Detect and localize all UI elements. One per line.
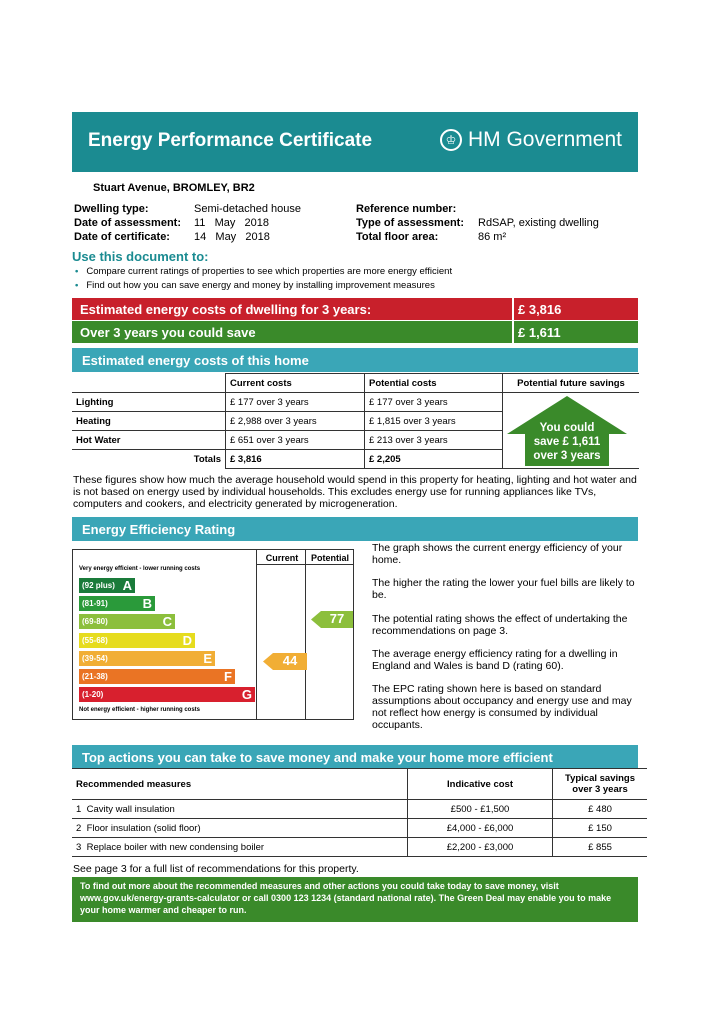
detail-label: Date of certificate: <box>74 231 170 243</box>
band-letter: G <box>241 687 252 703</box>
measure-name: Floor insulation (solid floor) <box>86 822 201 834</box>
measure-name: Cavity wall insulation <box>86 803 175 815</box>
detail-value: RdSAP, existing dwelling <box>478 217 599 229</box>
detail-label: Total floor area: <box>356 231 439 243</box>
potential-rating-value: 77 <box>329 611 345 626</box>
cost-bar-label: Estimated energy costs of dwelling for 3 years: <box>80 302 372 317</box>
rating-paragraph: The higher the rating the lower your fuel bills are likely to be. <box>372 577 635 601</box>
band-range: (81-91) <box>82 599 108 609</box>
current-col-header: Current <box>265 553 299 563</box>
savings-line: You could <box>539 422 595 434</box>
table-row <box>72 819 647 838</box>
detail-value: Semi-detached house <box>194 203 302 215</box>
hm-government-logo <box>440 128 622 152</box>
typical-saving: £ 855 <box>553 838 648 857</box>
col-header: Current costs <box>226 374 365 393</box>
use-bullet <box>75 280 435 291</box>
col-header: Typical savings over 3 years <box>553 769 648 800</box>
col-header: Potential future savings <box>503 374 640 393</box>
rating-band-g <box>79 687 255 702</box>
table-row <box>72 838 647 857</box>
bottom-note: Not energy efficient - higher running costs <box>79 707 201 713</box>
government-label: HM Government <box>467 128 622 151</box>
rating-band-f <box>79 669 235 684</box>
section-title: Energy Efficiency Rating <box>82 522 236 537</box>
detail-value: 14 May 2018 <box>194 231 270 243</box>
use-bullet <box>75 266 452 277</box>
rating-chart <box>72 549 354 720</box>
savings-line: over 3 years <box>533 450 601 462</box>
detail-label: Date of assessment: <box>74 217 181 229</box>
crest-icon: ♔ <box>440 129 462 151</box>
current-rating-value: 44 <box>282 653 298 668</box>
measure-cell <box>72 800 408 819</box>
band-letter: E <box>203 650 212 666</box>
band-range: (92 plus) <box>82 581 115 590</box>
row-label: Hot Water <box>72 431 226 450</box>
band-letter: C <box>162 614 172 630</box>
band-range: (21-38) <box>82 672 108 681</box>
band-letter: A <box>122 578 132 593</box>
typical-saving: £ 150 <box>553 819 648 838</box>
detail-value: 86 m² <box>478 231 507 243</box>
rating-section-header <box>72 517 638 541</box>
row-label: Lighting <box>72 393 226 412</box>
details-right <box>356 203 599 245</box>
current-cost: £ 651 over 3 years <box>226 431 365 450</box>
rating-band-d <box>79 633 195 648</box>
bullet-icon: • <box>75 280 79 291</box>
rating-band-a <box>79 578 135 593</box>
measure-cell <box>72 838 408 857</box>
rating-band-b <box>79 596 155 611</box>
actions-table <box>72 768 647 857</box>
potential-col-header: Potential <box>310 553 349 563</box>
current-cost: £ 2,988 over 3 years <box>226 412 365 431</box>
rating-band-e <box>79 651 215 666</box>
page-title: Energy Performance Certificate <box>88 130 373 151</box>
section-title: Top actions you can take to save money and make your home more efficient <box>82 750 553 765</box>
typical-saving: £ 480 <box>553 800 648 819</box>
band-range: (39-54) <box>82 653 108 663</box>
potential-cost: £ 213 over 3 years <box>365 431 503 450</box>
costs-section-header <box>72 348 638 372</box>
potential-cost: £ 177 over 3 years <box>365 393 503 412</box>
use-document-title: Use this document to: <box>72 249 209 264</box>
table-row <box>72 800 647 819</box>
band-range: (69-80) <box>82 617 108 627</box>
indicative-cost: £2,200 - £3,000 <box>408 838 553 857</box>
savings-line: save £ 1,611 <box>533 436 601 448</box>
cost-bar-value: £ 3,816 <box>518 302 562 317</box>
rating-paragraph: The EPC rating shown here is based on standard assumptions about occupancy and energy use and may not reflect how energy is consumed by individual occupants. <box>372 683 632 731</box>
section-title: Estimated energy costs of this home <box>82 353 309 368</box>
measure-number: 3 <box>76 841 82 853</box>
rating-paragraph: The potential rating shows the effect of undertaking the recommendations on page 3. <box>372 613 628 637</box>
details-left <box>74 203 301 245</box>
savings-bar <box>72 321 638 343</box>
total-potential: £ 2,205 <box>365 450 503 469</box>
certificate-header <box>72 112 638 172</box>
save-bar-value: £ 1,611 <box>518 325 561 340</box>
property-address: Stuart Avenue, BROMLEY, BR2 <box>93 182 255 194</box>
band-range: (55-68) <box>82 635 108 645</box>
measure-number: 1 <box>76 803 82 815</box>
bullet-text: Find out how you can save energy and money by installing improvement measures <box>86 280 435 291</box>
potential-cost: £ 1,815 over 3 years <box>365 412 503 431</box>
col-header: Recommended measures <box>72 769 408 800</box>
footer-info: To find out more about the recommended measures and other actions you could take today to save money, visit www.gov.uk/energy-grants-calculator or call 0300 123 1234 (standard national rate). The Green Deal may enable you to make your home warmer and cheaper to run. <box>72 877 638 922</box>
measure-name: Replace boiler with new condensing boiler <box>86 841 265 853</box>
measure-cell <box>72 819 408 838</box>
detail-label: Reference number: <box>356 203 457 215</box>
totals-label: Totals <box>72 450 226 469</box>
detail-label: Dwelling type: <box>74 203 149 215</box>
bullet-text: Compare current ratings of properties to see which properties are more energy efficient <box>86 266 453 277</box>
bullet-icon: • <box>75 266 79 277</box>
col-header: Potential costs <box>365 374 503 393</box>
top-note: Very energy efficient - lower running costs <box>79 566 201 572</box>
save-bar-label: Over 3 years you could save <box>80 325 256 340</box>
rating-paragraph: The graph shows the current energy efficiency of your home. <box>372 542 623 566</box>
band-letter: F <box>224 669 232 684</box>
indicative-cost: £4,000 - £6,000 <box>408 819 553 838</box>
current-cost: £ 177 over 3 years <box>226 393 365 412</box>
indicative-cost: £500 - £1,500 <box>408 800 553 819</box>
measure-number: 2 <box>76 822 82 834</box>
col-header: Indicative cost <box>408 769 553 800</box>
see-page-note: See page 3 for a full list of recommendations for this property. <box>73 863 359 875</box>
row-label: Heating <box>72 412 226 431</box>
band-range: (1-20) <box>82 690 104 700</box>
total-current: £ 3,816 <box>226 450 365 469</box>
savings-arrow-text <box>505 421 629 463</box>
estimated-cost-bar <box>72 298 638 320</box>
rating-band-c <box>79 614 175 629</box>
band-letter: D <box>182 632 192 648</box>
detail-label: Type of assessment: <box>356 217 465 229</box>
detail-value: 11 May 2018 <box>194 217 270 229</box>
actions-section-header <box>72 745 638 769</box>
rating-paragraph: The average energy efficiency rating for a dwelling in England and Wales is band D (rating 60). <box>372 648 618 672</box>
costs-note: These figures show how much the average household would spend in this property for heating, lighting and hot water and is not based on energy used by individual households. This excludes energy use for running appliances like TVs, computers and cookers, and electricity generated by microgeneration. <box>73 474 637 510</box>
band-letter: B <box>142 596 152 612</box>
